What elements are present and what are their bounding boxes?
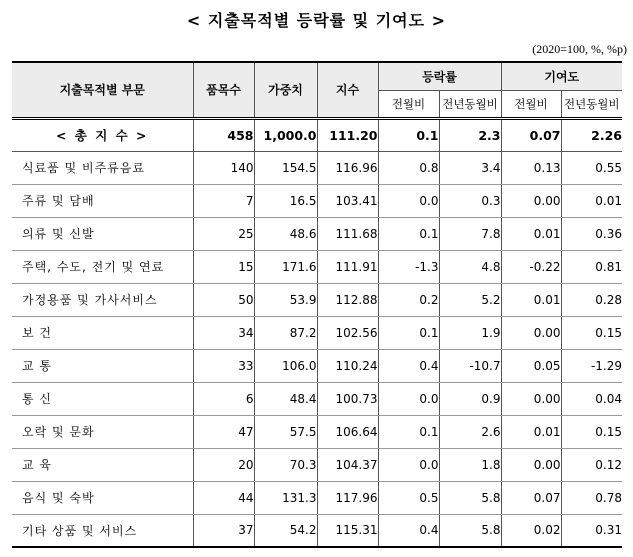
row-rate-yoy: 2.6 [439, 415, 501, 448]
row-items: 20 [193, 448, 254, 481]
row-index: 111.91 [317, 250, 378, 283]
row-rate-yoy: 5.8 [439, 481, 501, 514]
total-label: < 총 지 수 > [12, 118, 193, 151]
row-contrib-mom: 0.00 [501, 382, 561, 415]
row-contrib-mom: 0.02 [501, 514, 561, 547]
row-contrib-yoy: 0.04 [561, 382, 622, 415]
row-index: 100.73 [317, 382, 378, 415]
total-rate-mom: 0.1 [378, 118, 439, 151]
row-contrib-mom: 0.01 [501, 415, 561, 448]
row-weight: 57.5 [254, 415, 317, 448]
header-contrib-mom: 전월비 [501, 90, 561, 118]
row-weight: 54.2 [254, 514, 317, 547]
header-rate-mom: 전월비 [378, 90, 439, 118]
table-row [12, 184, 622, 217]
header-contrib-yoy: 전년동월비 [561, 90, 622, 118]
row-index: 116.96 [317, 151, 378, 184]
row-index: 102.56 [317, 316, 378, 349]
row-items: 6 [193, 382, 254, 415]
row-rate-mom: 0.0 [378, 382, 439, 415]
row-contrib-yoy: 0.15 [561, 415, 622, 448]
table-row [12, 283, 622, 316]
row-label: 주류 및 담배 [12, 184, 193, 217]
row-rate-yoy: 4.8 [439, 250, 501, 283]
row-rate-mom: 0.4 [378, 514, 439, 547]
row-weight: 48.4 [254, 382, 317, 415]
row-contrib-mom: 0.01 [501, 217, 561, 250]
unit-note: (2020=100, %, %p) [532, 42, 627, 56]
row-contrib-yoy: -1.29 [561, 349, 622, 382]
total-items: 458 [193, 118, 254, 151]
row-contrib-mom: 0.01 [501, 283, 561, 316]
row-rate-mom: 0.0 [378, 448, 439, 481]
header-rate-yoy: 전년동월비 [439, 90, 501, 118]
row-items: 50 [193, 283, 254, 316]
row-label: 보 건 [12, 316, 193, 349]
row-contrib-yoy: 0.15 [561, 316, 622, 349]
table-row [12, 448, 622, 481]
table-row [12, 415, 622, 448]
row-weight: 171.6 [254, 250, 317, 283]
row-contrib-mom: 0.05 [501, 349, 561, 382]
row-rate-yoy: 1.8 [439, 448, 501, 481]
row-weight: 16.5 [254, 184, 317, 217]
row-rate-mom: 0.2 [378, 283, 439, 316]
row-rate-yoy: 1.9 [439, 316, 501, 349]
row-weight: 106.0 [254, 349, 317, 382]
total-contrib-yoy: 2.26 [561, 118, 622, 151]
row-rate-mom: -1.3 [378, 250, 439, 283]
row-index: 115.31 [317, 514, 378, 547]
row-label: 식료품 및 비주류음료 [12, 151, 193, 184]
row-rate-yoy: 3.4 [439, 151, 501, 184]
header-index: 지수 [317, 62, 378, 118]
row-rate-yoy: 7.8 [439, 217, 501, 250]
row-rate-yoy: 0.3 [439, 184, 501, 217]
header-category: 지출목적별 부문 [12, 62, 193, 118]
table-row [12, 382, 622, 415]
row-label: 통 신 [12, 382, 193, 415]
page-title: < 지출목적별 등락률 및 기여도 > [186, 11, 447, 30]
header-change-rate: 등락률 [378, 62, 501, 90]
row-rate-mom: 0.0 [378, 184, 439, 217]
row-label: 오락 및 문화 [12, 415, 193, 448]
row-label: 가정용품 및 가사서비스 [12, 283, 193, 316]
row-items: 33 [193, 349, 254, 382]
row-contrib-yoy: 0.31 [561, 514, 622, 547]
row-rate-yoy: 0.9 [439, 382, 501, 415]
table-row [12, 514, 622, 547]
row-rate-mom: 0.1 [378, 217, 439, 250]
row-items: 34 [193, 316, 254, 349]
row-items: 140 [193, 151, 254, 184]
total-row [12, 118, 622, 151]
table-row [12, 250, 622, 283]
row-rate-mom: 0.8 [378, 151, 439, 184]
row-contrib-mom: 0.13 [501, 151, 561, 184]
row-index: 112.88 [317, 283, 378, 316]
row-label: 주택, 수도, 전기 및 연료 [12, 250, 193, 283]
row-contrib-yoy: 0.55 [561, 151, 622, 184]
table-row [12, 316, 622, 349]
row-rate-yoy: 5.8 [439, 514, 501, 547]
table-header [12, 62, 622, 118]
row-contrib-mom: -0.22 [501, 250, 561, 283]
header-items: 품목수 [193, 62, 254, 118]
row-label: 음식 및 숙박 [12, 481, 193, 514]
row-items: 15 [193, 250, 254, 283]
row-index: 106.64 [317, 415, 378, 448]
row-contrib-mom: 0.00 [501, 448, 561, 481]
table-row [12, 481, 622, 514]
row-label: 교 통 [12, 349, 193, 382]
row-index: 104.37 [317, 448, 378, 481]
row-weight: 70.3 [254, 448, 317, 481]
row-contrib-yoy: 0.78 [561, 481, 622, 514]
row-items: 44 [193, 481, 254, 514]
row-contrib-yoy: 0.12 [561, 448, 622, 481]
table-row [12, 349, 622, 382]
row-rate-mom: 0.5 [378, 481, 439, 514]
row-items: 7 [193, 184, 254, 217]
table-row [12, 151, 622, 184]
row-contrib-yoy: 0.36 [561, 217, 622, 250]
row-contrib-mom: 0.07 [501, 481, 561, 514]
total-rate-yoy: 2.3 [439, 118, 501, 151]
row-weight: 154.5 [254, 151, 317, 184]
row-items: 37 [193, 514, 254, 547]
row-weight: 87.2 [254, 316, 317, 349]
header-contribution: 기여도 [501, 62, 622, 90]
cpi-table [12, 61, 622, 548]
table-body [12, 118, 622, 547]
row-index: 110.24 [317, 349, 378, 382]
table-row [12, 217, 622, 250]
row-contrib-yoy: 0.28 [561, 283, 622, 316]
total-index: 111.20 [317, 118, 378, 151]
row-label: 기타 상품 및 서비스 [12, 514, 193, 547]
row-items: 25 [193, 217, 254, 250]
total-weight: 1,000.0 [254, 118, 317, 151]
row-contrib-mom: 0.00 [501, 316, 561, 349]
row-index: 111.68 [317, 217, 378, 250]
row-contrib-yoy: 0.81 [561, 250, 622, 283]
row-label: 의류 및 신발 [12, 217, 193, 250]
row-rate-yoy: -10.7 [439, 349, 501, 382]
row-label: 교 육 [12, 448, 193, 481]
row-contrib-yoy: 0.01 [561, 184, 622, 217]
row-weight: 53.9 [254, 283, 317, 316]
row-rate-mom: 0.1 [378, 316, 439, 349]
header-weight: 가중치 [254, 62, 317, 118]
row-rate-yoy: 5.2 [439, 283, 501, 316]
row-rate-mom: 0.1 [378, 415, 439, 448]
row-items: 47 [193, 415, 254, 448]
row-contrib-mom: 0.00 [501, 184, 561, 217]
row-weight: 48.6 [254, 217, 317, 250]
row-index: 117.96 [317, 481, 378, 514]
total-contrib-mom: 0.07 [501, 118, 561, 151]
row-rate-mom: 0.4 [378, 349, 439, 382]
row-index: 103.41 [317, 184, 378, 217]
row-weight: 131.3 [254, 481, 317, 514]
